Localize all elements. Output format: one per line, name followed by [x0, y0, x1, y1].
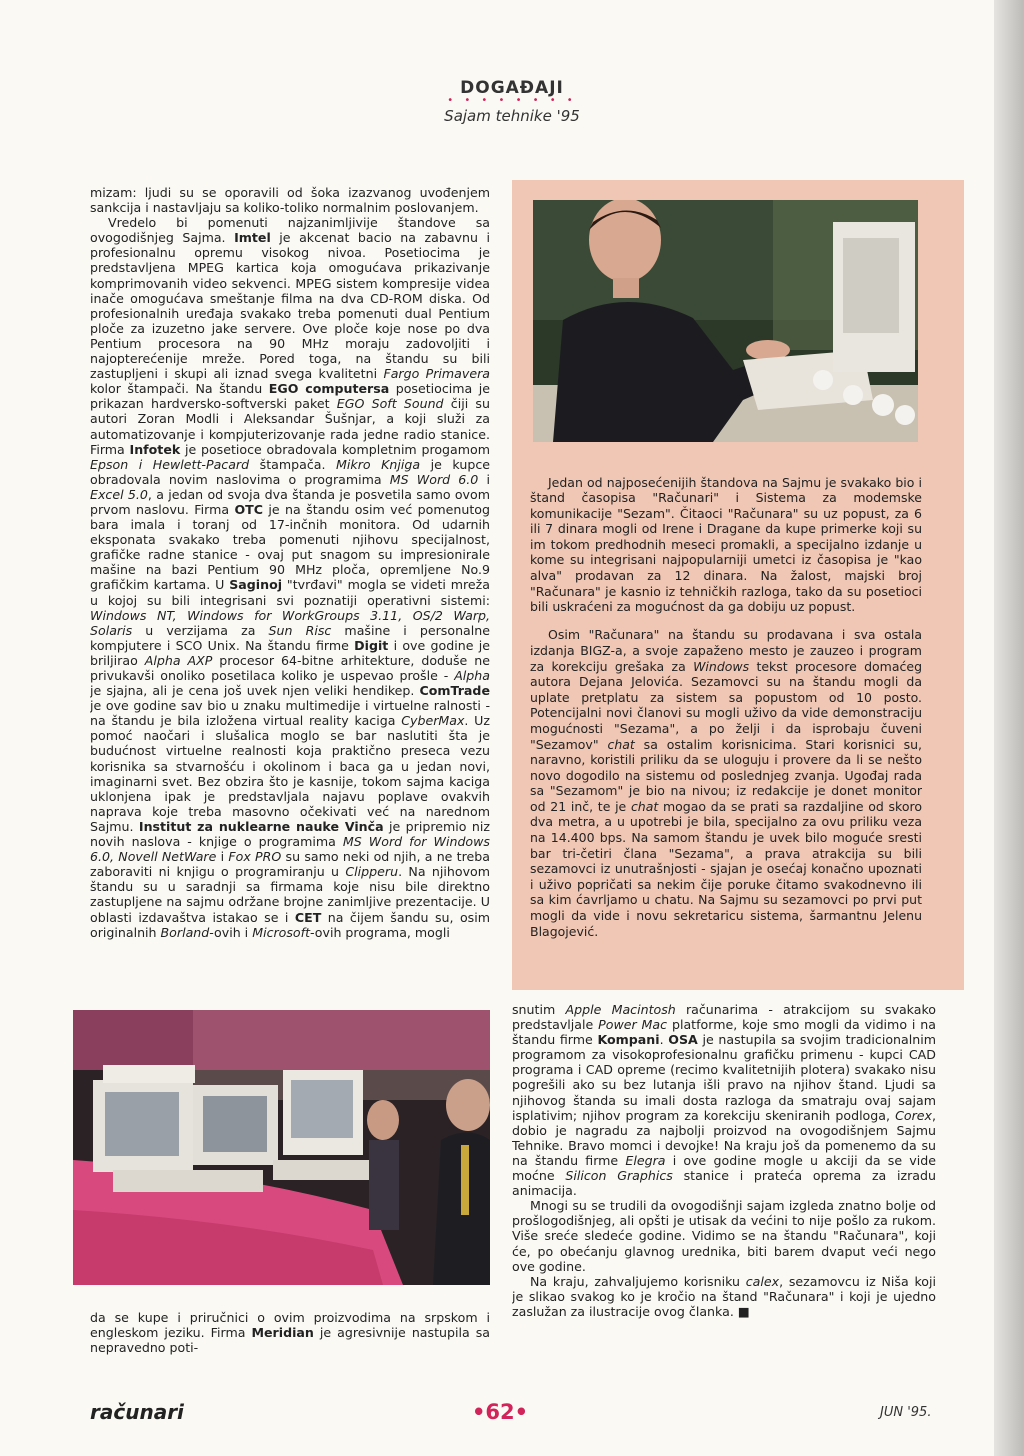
photo-stand-racunari: [533, 200, 918, 442]
article-column-left-continued: da se kupe i priručnici o ovim proizvodima na srpskom i engleskom jeziku. Firma Meridian je agresivnije nastupila sa nepravedno poti-: [90, 1310, 490, 1355]
article-column-left: mizam: ljudi su se oporavili od šoka izazvanog uvođenjem sankcija i nastavljaju sa koliko-toliko normalnim poslovanjem. Vredelo bi pomenuti najzanimljivije štandove sa ovogodišnjeg Sajma. Imtel je akcenat bacio na zabavnu i profesionalnu opremu visokog nivoa. Posetiocima je predstavljena MPEG kartica koja omogućava prikazivanje komprimovanih video sekvenci. MPEG sistem kompresije videa inače omogućava smeštanje filma na dva CD-ROM diska. Od profesionalnih uređaja svakako treba pomenuti dual Pentium ploče za izuzetno jake servere. Ove ploče koje nose po dva Pentium procesora na 90 MHz moraju zadovoljiti i najopterećenije mreže. Pored toga, na štandu su bili zastupljeni i skupi ali iznad svega kvalitetni Fargo Primavera kolor štampači. Na štandu EGO computersa posetiocima je prikazan hardversko-softverski paket EGO Soft Sound čiji su autori Zoran Modli i Aleksandar Šušnjar, a koji služi za automatizovanje i kompjuterizovanje rada jedne radio stanice. Firma Infotek je posetioce obradovala kompletnim progamom Epson i Hewlett-Pacard štampača. Mikro Knjiga je kupce obradovala novim naslovima o programima MS Word 6.0 i Excel 5.0, a jedan od svoja dva štanda je posvetila samo ovom prvom naslovu. Firma OTC je na štandu osim već pomenutog bara imala i toranj od 17-inčnih monitora. Od udarnih eksponata svakako treba pomenuti njihovu specijalnost, grafičke radne stanice - ovaj put snagom su impresionirale mašine na bazi Pentium 90 MHz ploča, opremljene No.9 grafičkim kartama. U Saginoj "tvrđavi" mogla se videti mreža u kojoj su bili integrisani svi poznatiji operativni sistemi: Windows NT, Windows for WorkGroups 3.11, OS/2 Warp, Solaris u verzijama za Sun Risc mašine i personalne kompjutere i SCO Unix. Na štandu firme Digit i ove godine je briljirao Alpha AXP procesor 64-bitne arhitekture, doduše ne privukavši onoliko posetilaca koliko je uspevao prošle - Alpha je sjajna, ali je cena još uvek njen veliki hendikep. ComTrade je ove godine sav bio u znaku multimedije i virtuelne ralnosti - na štandu je bila izložena virtual reality kaciga CyberMax. Uz pomoć naočari i slušalica moglo se bar naslutiti šta je budućnost virtuelne realnosti koja praktično preseca vezu korisnika sa stvarnošću i okolinom i baca ga u jedan novi, imaginarni svet. Bez obzira što je kasnije, tokom sajma kaciga uklonjena ipak je predstavljala najavu poplave ovakvih naprava koje treba masovno očekivati već na narednom Sajmu. Institut za nuklearne nauke Vinča je pripremio niz novih naslova - knjige o programima MS Word for Windows 6.0, Novell NetWare i Fox PRO su samo neki od njih, a ne treba zaboraviti ni knjigu o programiranju u Clipperu. Na njihovom štandu su u saradnji sa firmama koje nisu bile direktno zastupljene na sajmu održane brojne zanimljive prezentacije. U oblasti izdavaštva istakao se i CET na čijem šandu su, osim originalnih Borland-ovih i Microsoft-ovih programa, mogli: [90, 185, 490, 940]
article-column-right: snutim Apple Macintosh računarima - atrakcijom su svakako predstavljale Power Mac platforme, koje smo mogli da vidimo i na štandu firme Kompani. OSA je nastupila sa svojim tradicionalnim programom za visokoprofesionalnu grafičku primenu - kupci CAD programa i CAD opreme (recimo kvalitetnijih plotera) svakako nisu pogrešili ako su bez lutanja išli pravo na njihov štand. Ljudi sa njihovog štanda su imali dosta razloga da smatraju ovaj sajam isplativim; njihov program za korekciju skeniranih podloga, Corex, dobio je nagradu za najbolji proizvod na ovogodišnjem Sajmu Tehnike. Bravo momci i devojke! Na kraju još da pomenemo da su na štandu firme Elegra i ove godine mogle u akciji da se vide moćne Silicon Graphics stanice i prateća oprema za izradu animacija. Mnogi su se trudili da ovogodišnji sajam izgleda znatno bolje od prošlogodišnjeg, ali opšti je utisak da većini to nije pošlo za rukom. Više sreće sledeće godine. Vidimo se na štandu "Računara", koji će, po obećanju glavnog urednika, biti barem dvaput veći nego ove godine. Na kraju, zahvaljujemo korisniku calex, sezamovcu iz Niša koji je slikao svakog ko je kročio na štand "Računara" i koji je ujedno zaslužan za ilustracije ovog članka. ■: [512, 1002, 936, 1319]
page-header: [0, 78, 1024, 125]
magazine-logo: računari: [90, 1400, 184, 1424]
page-subtitle: Sajam tehnike '95: [444, 107, 580, 125]
page-number: •62•: [471, 1400, 529, 1424]
decorative-dots: • • • • • • • •: [447, 95, 577, 106]
page-edge-shadow: [994, 0, 1024, 1456]
issue-date: JUN '95.: [880, 1405, 932, 1420]
photo-fair-computers: [73, 1010, 490, 1285]
photo-caption: Jedan od najposećenijih štandova na Sajmu je svakako bio i štand časopisa "Računari" i Sistema za modemske komunikacije "Sezam". Čitaoci "Računara" su uz popust, za 6 ili 7 dinara mogli od Irene i Dragane da kupe primerke koji su im tokom predhodnih meseci promakli, a specijalno izdanje u kome su integrisani najpopularniji umetci iz časopisa je "kao alva" prodavan za 12 dinara. Na žalost, majski broj "Računara" je kasnio iz tehničkih razloga, tako da su posetioci bili uskraćeni za mogućnost da ga dobiju uz popust. Osim "Računara" na štandu su prodavana i sva ostala izdanja BIGZ-a, a svoje zapaženo mesto je zauzeo i program za korekciju grešaka za Windows tekst procesore domaćeg autora Dejana Jelovića. Sezamovci su na štandu mogli da uplate pretplatu za sistem sa popustom od 10 posto. Potencijalni novi članovi su mogli uživo da vide demonstraciju mogućnosti "Sezama", a po želji i da isprobaju čuveni "Sezamov" chat sa ostalim korisnicima. Stari korisnici su, naravno, koristili priliku da se uloguju i provere da li se nešto novo dogodilo na sistemu od poslednjeg zvanja. Ugođaj rada sa "Sezamom" je bio na nivou; iz redakcije je donet monitor od 21 inč, te je chat mogao da se prati sa razdaljine od skoro dva metra, a u upotrebi je bila, specijalno za ovu priliku veza na 14.400 bps. Na samom štandu je uvek bilo moguće sresti bar tri-četiri člana "Sezama", a prava atrakcija su bili sezamovci iz unutrašnjosti - sjajan je osećaj konačno upoznati i uživo popričati sa nekim čije poruke čitamo svakodnevno ili sa kim ćavrljamo u chatu. Na Sajmu su sezamovci po prvi put mogli da vide i novu sekretaricu sistema, šarmantnu Jelenu Blagojević.: [530, 474, 922, 939]
section-title: DOGAĐAJI: [460, 78, 564, 98]
